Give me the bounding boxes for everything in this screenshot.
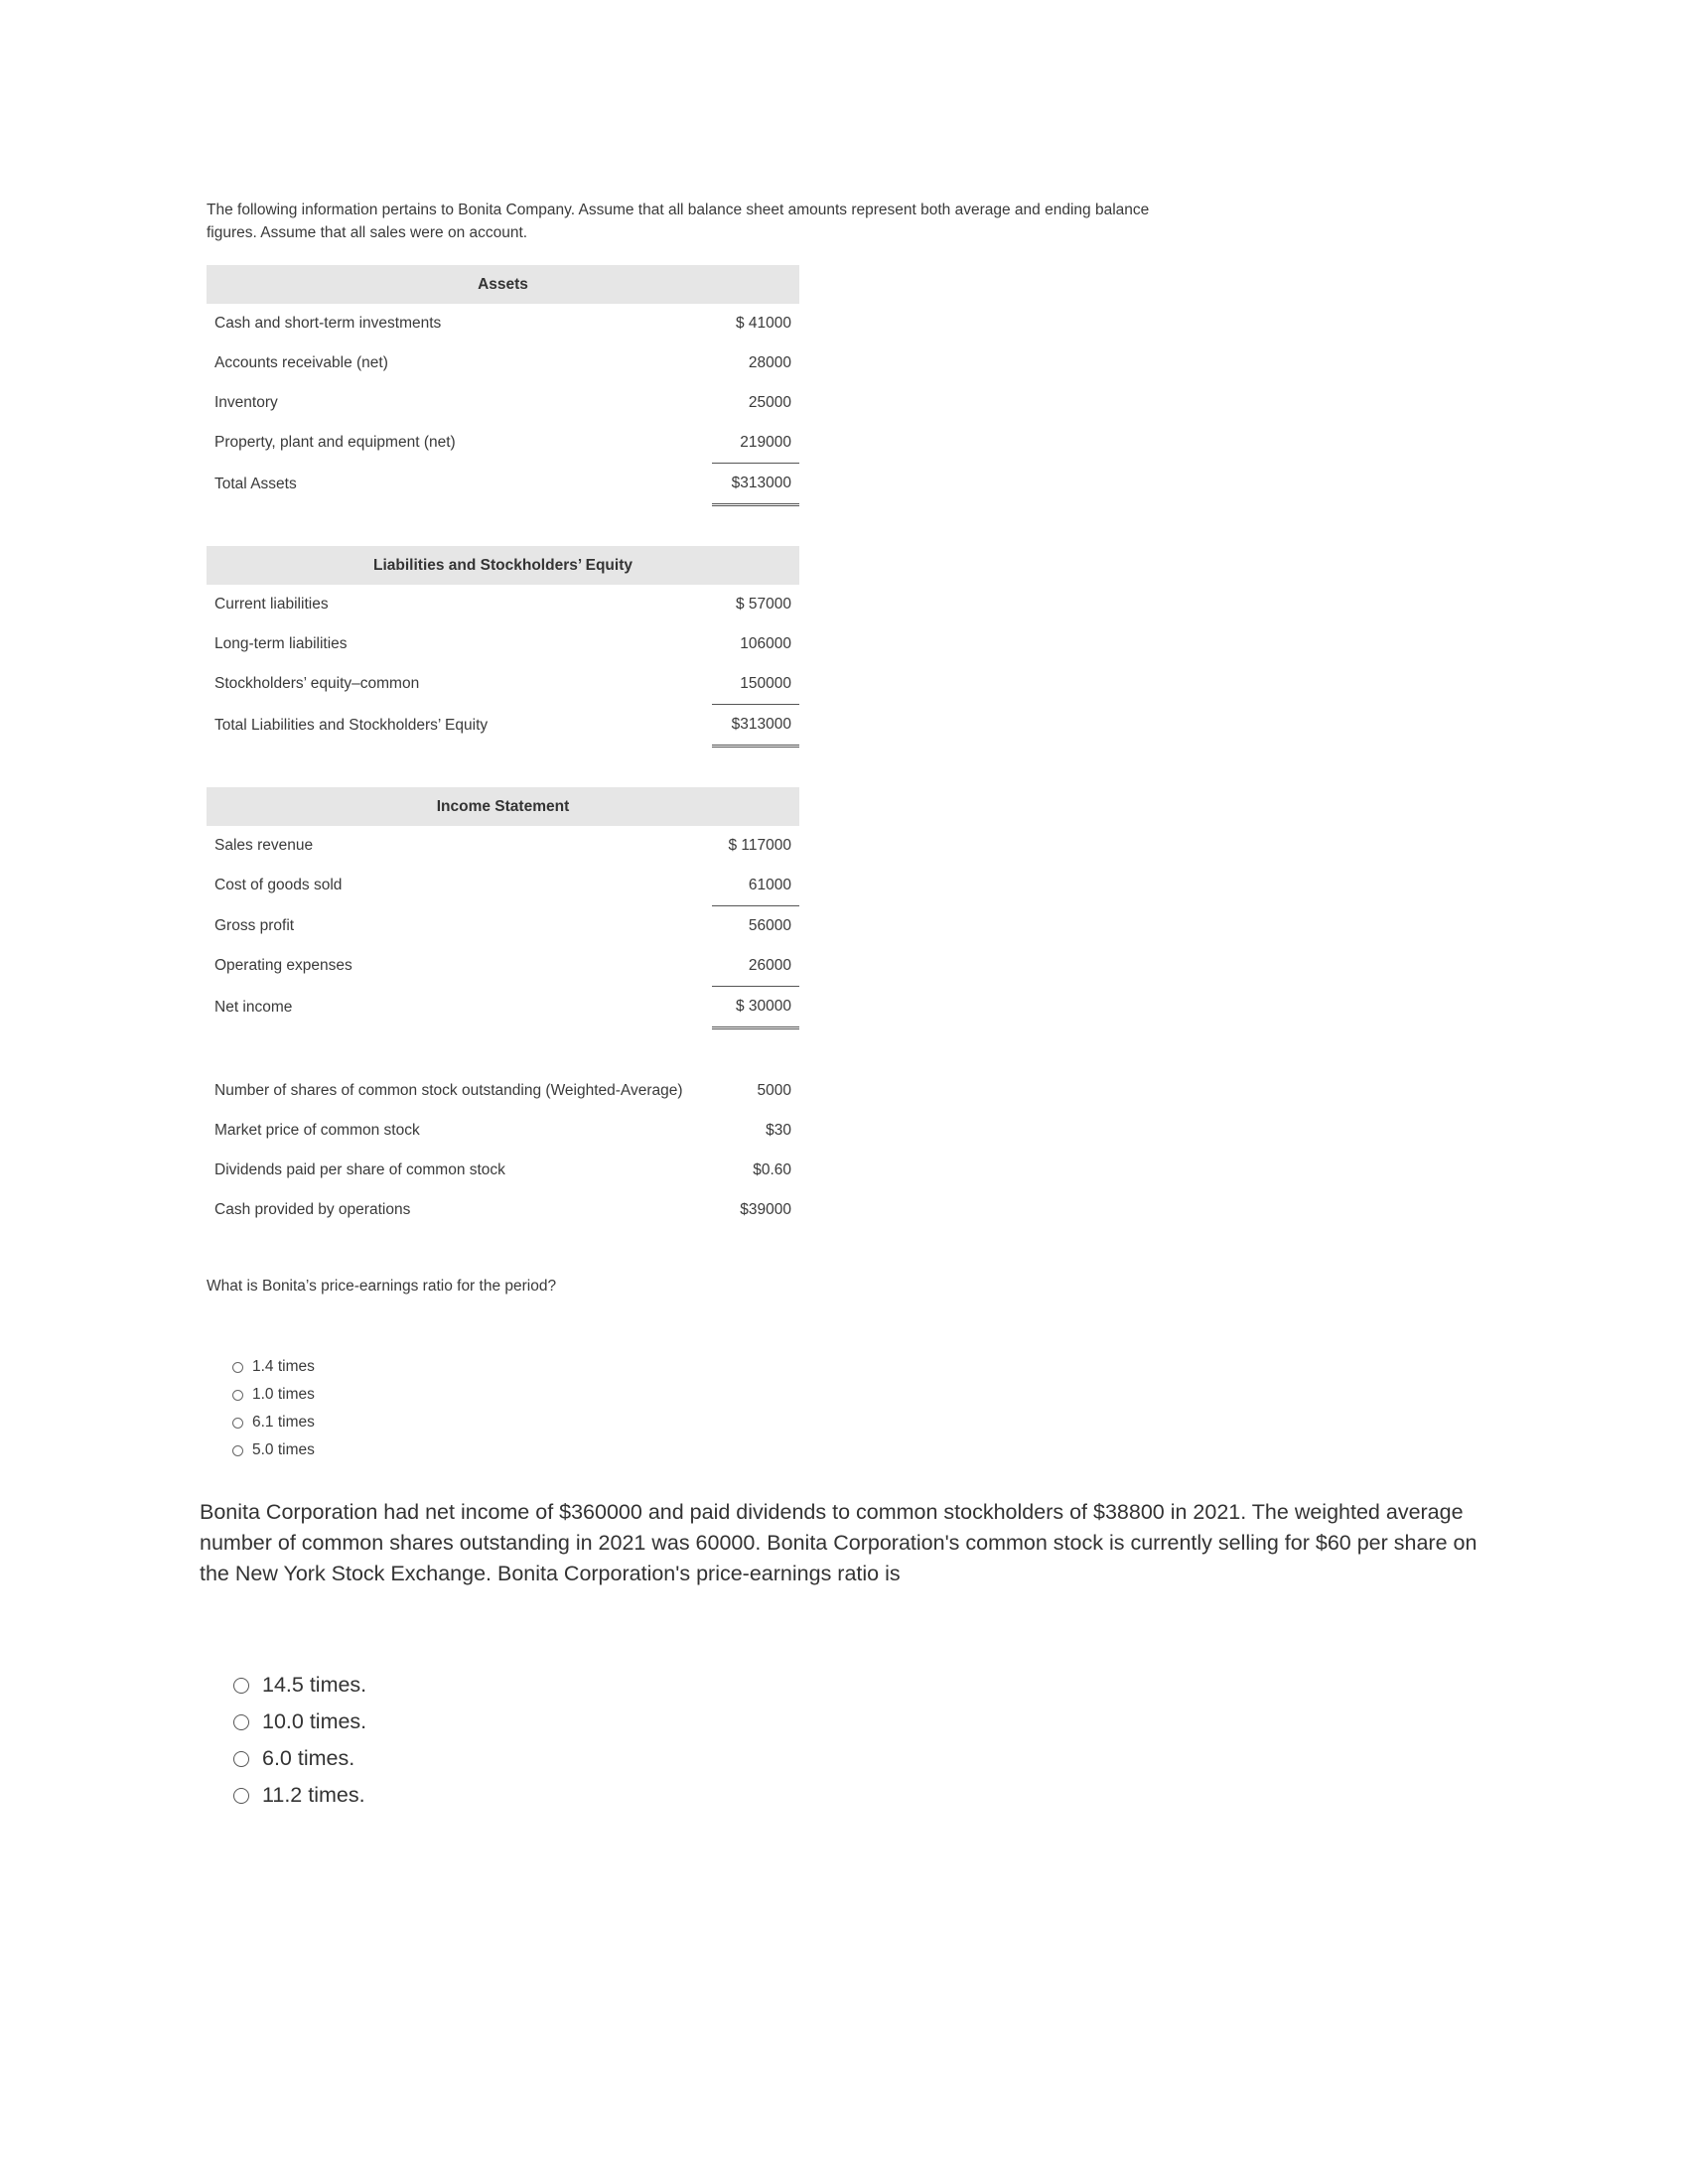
row-value: $313000 xyxy=(712,464,799,505)
table-row xyxy=(207,343,799,383)
table-row-total xyxy=(207,464,799,505)
table-row xyxy=(207,423,799,464)
question-1-text: What is Bonita’s price-earnings ratio for the period? xyxy=(207,1278,557,1295)
table-row xyxy=(207,585,799,624)
radio-button[interactable] xyxy=(232,1418,243,1429)
row-value: 219000 xyxy=(712,423,799,464)
table-row xyxy=(207,1071,799,1111)
row-value: $ 117000 xyxy=(728,837,791,854)
row-label: Operating expenses xyxy=(214,957,352,975)
option-label: 1.0 times xyxy=(252,1386,315,1403)
radio-button[interactable] xyxy=(233,1788,249,1804)
answer-option[interactable] xyxy=(232,1436,1160,1464)
table-row xyxy=(207,1151,799,1190)
table-row xyxy=(207,1190,799,1230)
radio-button[interactable] xyxy=(233,1751,249,1767)
question-2-block xyxy=(200,1497,1490,1814)
row-value: 26000 xyxy=(712,946,799,987)
row-label: Accounts receivable (net) xyxy=(214,354,388,371)
row-label: Total Liabilities and Stockholders’ Equity xyxy=(214,716,489,734)
row-value: 61000 xyxy=(712,866,799,906)
row-label: Gross profit xyxy=(214,916,295,934)
answer-options-1 xyxy=(232,1353,1160,1464)
answer-options-2 xyxy=(233,1667,1490,1814)
option-label: 11.2 times. xyxy=(262,1783,365,1807)
option-label: 14.5 times. xyxy=(262,1673,367,1697)
row-label: Total Assets xyxy=(214,475,297,492)
radio-button[interactable] xyxy=(233,1678,249,1694)
table-row xyxy=(207,624,799,664)
row-value: $ 57000 xyxy=(735,596,791,613)
row-value: $30 xyxy=(766,1122,791,1139)
answer-option[interactable] xyxy=(232,1381,1160,1409)
assets-table xyxy=(207,265,799,506)
row-value: $0.60 xyxy=(753,1161,791,1178)
row-label: Market price of common stock xyxy=(214,1122,420,1139)
table-row xyxy=(207,946,799,987)
radio-button[interactable] xyxy=(232,1362,243,1373)
answer-option[interactable] xyxy=(233,1740,1490,1777)
answer-option[interactable] xyxy=(233,1704,1490,1740)
table-row xyxy=(207,664,799,705)
option-label: 6.0 times. xyxy=(262,1746,355,1770)
row-value: 28000 xyxy=(748,354,791,371)
row-label: Cash and short-term investments xyxy=(214,315,442,332)
row-value: 5000 xyxy=(757,1082,791,1099)
radio-button[interactable] xyxy=(232,1445,243,1456)
answer-option[interactable] xyxy=(232,1353,1160,1381)
table-header: Liabilities and Stockholders’ Equity xyxy=(207,546,799,585)
option-label: 1.4 times xyxy=(252,1358,315,1375)
answer-option[interactable] xyxy=(232,1409,1160,1436)
option-label: 10.0 times. xyxy=(262,1709,367,1733)
table-header: Income Statement xyxy=(207,787,799,826)
row-value: $313000 xyxy=(712,705,799,747)
radio-button[interactable] xyxy=(232,1390,243,1401)
radio-button[interactable] xyxy=(233,1714,249,1730)
intro-text: The following information pertains to Bonita Company. Assume that all balance sheet amounts represent both average and ending balance figures. Assume that all sales were on account. xyxy=(207,202,1150,241)
row-label: Long-term liabilities xyxy=(214,635,348,652)
table-row xyxy=(207,304,799,343)
table-row xyxy=(207,1111,799,1151)
table-row-total xyxy=(207,987,799,1028)
row-label: Current liabilities xyxy=(214,596,329,613)
table-row-total xyxy=(207,705,799,747)
row-label: Cash provided by operations xyxy=(214,1201,411,1218)
row-label: Inventory xyxy=(214,394,278,411)
row-value: 56000 xyxy=(748,917,791,934)
row-label: Stockholders’ equity–common xyxy=(214,675,420,693)
answer-option[interactable] xyxy=(233,1777,1490,1814)
row-label: Property, plant and equipment (net) xyxy=(214,434,456,452)
other-data-table xyxy=(207,1071,799,1230)
row-label: Cost of goods sold xyxy=(214,877,343,894)
row-value: $ 41000 xyxy=(735,315,791,332)
row-value: 106000 xyxy=(740,635,791,652)
answer-option[interactable] xyxy=(233,1667,1490,1704)
question-2-text: Bonita Corporation had net income of $360000 and paid dividends to common stockholders of $38800 in 2021. The weighted average number of common shares outstanding in 2021 was 60000. Bonita Corporation's common stock is currently selling for $60 per share on the New York Stock Exchange. Bonita Corporation's price-earnings ratio is xyxy=(200,1500,1477,1585)
income-statement-table xyxy=(207,787,799,1029)
option-label: 5.0 times xyxy=(252,1441,315,1458)
row-label: Number of shares of common stock outstanding (Weighted-Average) xyxy=(214,1082,683,1099)
row-value: $ 30000 xyxy=(712,987,799,1028)
table-row xyxy=(207,826,799,866)
row-value: 25000 xyxy=(748,394,791,411)
option-label: 6.1 times xyxy=(252,1414,315,1431)
table-row xyxy=(207,383,799,423)
liabilities-table xyxy=(207,546,799,748)
row-value: $39000 xyxy=(740,1201,791,1218)
row-label: Sales revenue xyxy=(214,837,314,854)
row-label: Net income xyxy=(214,998,293,1016)
row-value: 150000 xyxy=(712,664,799,705)
table-row xyxy=(207,906,799,947)
table-row xyxy=(207,866,799,906)
table-header: Assets xyxy=(207,265,799,304)
row-label: Dividends paid per share of common stock xyxy=(214,1161,505,1178)
question-1-block xyxy=(207,199,1160,1464)
